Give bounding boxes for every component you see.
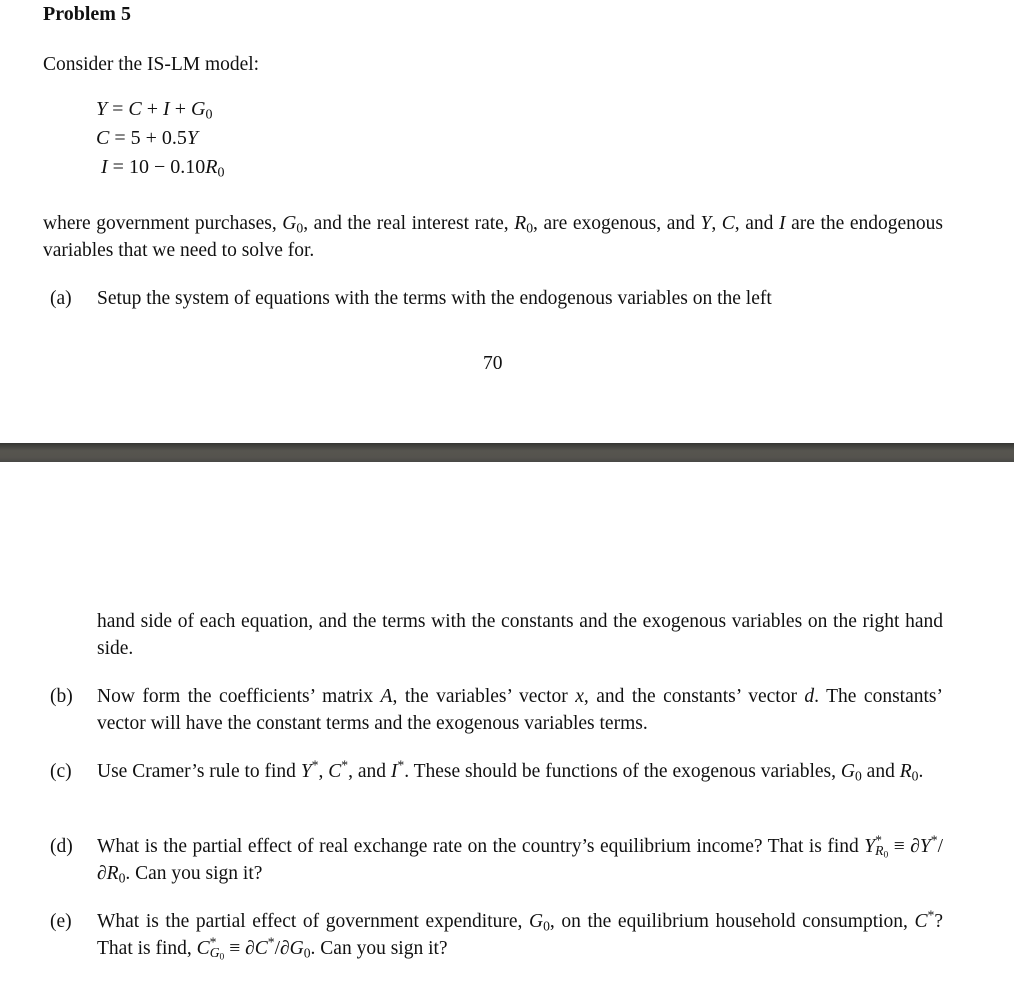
part-label: (a) [50, 288, 72, 309]
part-text: Now form the coefficients’ matrix A, the variables’ vector x, and the constants’ vector d. The constants’ vector will have the constant terms and the exogenous variables terms. [97, 686, 944, 734]
part-e [50, 908, 943, 962]
part-label: (d) [50, 836, 73, 857]
equation-system [96, 95, 224, 182]
part-text: What is the partial effect of government expenditure, $G_0$, on the equilibrium household consumption, C*? That is find, $C^*_{G_0} \equiv \partial C^*/\partial G_0$. Can you sign it? [97, 907, 943, 963]
part-text: Use Cramer’s rule to find Y*, C*, and I*. These should be functions of the exogenous variables, $G_0$ and $R_0$. [97, 757, 924, 784]
part-text: Setup the system of equations with the terms with the endogenous variables on the left [97, 288, 772, 309]
part-d [50, 833, 943, 887]
part-a [50, 285, 943, 312]
part-a-continued: hand side of each equation, and the terms with the constants and the exogenous variables on the right hand side. [97, 611, 943, 659]
problem-title: Problem 5 [43, 3, 131, 25]
equation-consumption: C = 5 + 0.5Y [96, 127, 199, 149]
page-divider [0, 443, 1014, 462]
part-label: (c) [50, 761, 72, 782]
intro-text: Consider the IS-LM model: [43, 54, 260, 75]
description-text: where government purchases, $G_0$, and the real interest rate, $R_0$, are exogenous, and Y, C, and I are the endogenous variables that we need to solve for. [43, 213, 944, 261]
part-label: (b) [50, 686, 73, 707]
equation-income: $Y = C + I + G_0$ [96, 98, 213, 123]
part-label: (e) [50, 911, 72, 932]
page-number: 70 [483, 353, 503, 374]
part-b [50, 683, 943, 737]
part-c [50, 758, 943, 785]
part-text: What is the partial effect of real exchange rate on the country’s equilibrium income? That is find $Y^*_{R_0} \equiv \partial Y^*/\partial R_0$. Can you sign it? [97, 832, 944, 886]
equation-investment: $I = 10 - 0.10R_0$ [101, 156, 225, 181]
